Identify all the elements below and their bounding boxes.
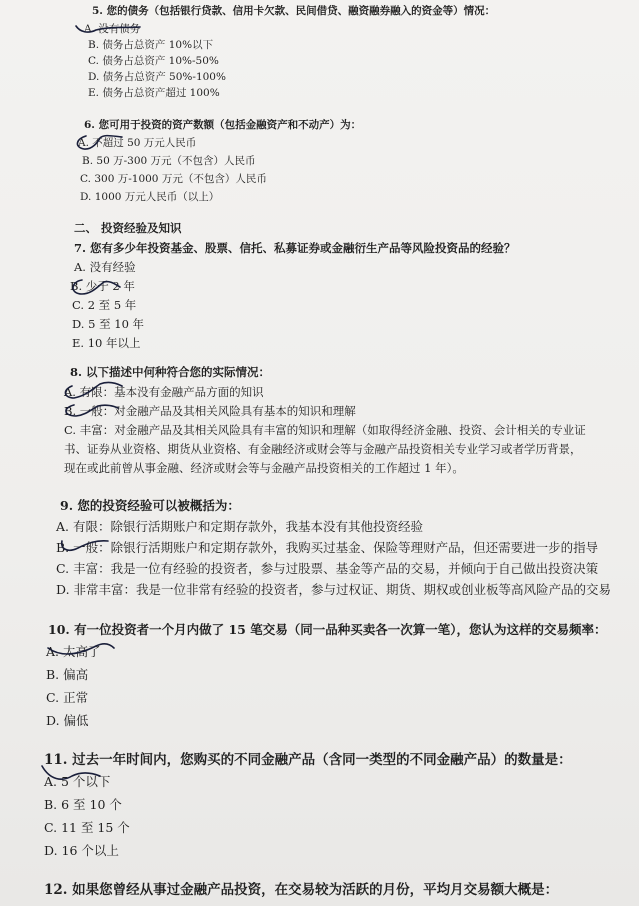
q11-option-a[interactable]: A. 5 个以下	[44, 774, 111, 789]
q9-option-c[interactable]: C. 丰富：我是一位有经验的投资者，参与过股票、基金等产品的交易，并倾向于自己做出投资决策	[56, 561, 599, 576]
q9-option-d[interactable]: D. 非常丰富：我是一位非常有经验的投资者，参与过权证、期货、期权或创业板等高风险产品的交易	[56, 582, 612, 597]
q10-option-a[interactable]: A. 太高了	[46, 644, 101, 659]
q6-option-b[interactable]: B. 50 万-300 万元（不包含）人民币	[82, 155, 256, 167]
q11-option-c[interactable]: C. 11 至 15 个	[44, 820, 130, 835]
q5-option-e[interactable]: E. 债务占总资产超过 100%	[88, 87, 220, 99]
q7-option-b[interactable]: B. 少于 2 年	[70, 279, 135, 293]
q7-option-d[interactable]: D. 5 至 10 年	[72, 317, 145, 331]
question-9-title: 9. 您的投资经验可以被概括为：	[60, 498, 240, 513]
q11-option-b[interactable]: B. 6 至 10 个	[44, 797, 122, 812]
q5-option-a[interactable]: A. 没有债务	[84, 23, 141, 35]
q11-option-d[interactable]: D. 16 个以上	[44, 843, 119, 858]
q7-option-c[interactable]: C. 2 至 5 年	[72, 298, 137, 312]
q9-option-a[interactable]: A. 有限：除银行活期账户和定期存款外，我基本没有其他投资经验	[56, 519, 423, 534]
q5-option-b[interactable]: B. 债务占总资产 10%以下	[88, 39, 214, 51]
q8-option-c-line3: 现在或此前曾从事金融、经济或财会等与金融产品投资相关的工作超过 1 年）。	[64, 461, 464, 475]
question-5-title: 5. 您的债务（包括银行贷款、信用卡欠款、民间借贷、融资融券融入的资金等）情况：	[92, 5, 496, 17]
q7-option-e[interactable]: E. 10 年以上	[72, 336, 141, 350]
question-12-title: 12. 如果您曾经从事过金融产品投资，在交易较为活跃的月份，平均月交易额大概是：	[44, 882, 559, 898]
q5-option-c[interactable]: C. 债务占总资产 10%-50%	[88, 55, 219, 67]
q6-option-d[interactable]: D. 1000 万元人民币（以上）	[80, 191, 220, 203]
q7-option-a[interactable]: A. 没有经验	[74, 260, 136, 274]
q10-option-d[interactable]: D. 偏低	[46, 713, 89, 728]
q10-option-b[interactable]: B. 偏高	[46, 667, 89, 682]
question-7-title: 7. 您有多少年投资基金、股票、信托、私募证券或金融衍生产品等风险投资品的经验？	[74, 241, 516, 255]
q10-option-c[interactable]: C. 正常	[46, 690, 89, 705]
q8-option-a[interactable]: A. 有限：基本没有金融产品方面的知识	[64, 385, 264, 399]
q6-option-a[interactable]: A. 不超过 50 万元人民币	[78, 137, 197, 149]
q5-option-d[interactable]: D. 债务占总资产 50%-100%	[88, 71, 226, 83]
q8-option-c-line2: 书、证券从业资格、期货从业资格、有金融经济或财会等与金融产品投资相关专业学习或者学历背景，	[64, 442, 582, 456]
q8-option-c-line1[interactable]: C. 丰富：对金融产品及其相关风险具有丰富的知识和理解（如取得经济金融、投资、会计相关的专业证	[64, 423, 586, 437]
question-10-title: 10. 有一位投资者一个月内做了 15 笔交易（同一品种买卖各一次算一笔），您认为这样的交易频率：	[48, 622, 607, 637]
q6-option-c[interactable]: C. 300 万-1000 万元（不包含）人民币	[80, 173, 267, 185]
question-6-title: 6. 您可用于投资的资产数额（包括金融资产和不动产）为：	[84, 119, 362, 131]
section-2-heading: 二、 投资经验及知识	[74, 221, 182, 235]
question-8-title: 8. 以下描述中何种符合您的实际情况：	[70, 365, 271, 379]
question-11-title: 11. 过去一年时间内，您购买的不同金融产品（含同一类型的不同金融产品）的数量是：	[44, 752, 572, 768]
q9-option-b[interactable]: B. 一般：除银行活期账户和定期存款外，我购买过基金、保险等理财产品，但还需要进一步的指导	[56, 540, 599, 555]
q8-option-b[interactable]: B. 一般：对金融产品及其相关风险具有基本的知识和理解	[64, 404, 356, 418]
